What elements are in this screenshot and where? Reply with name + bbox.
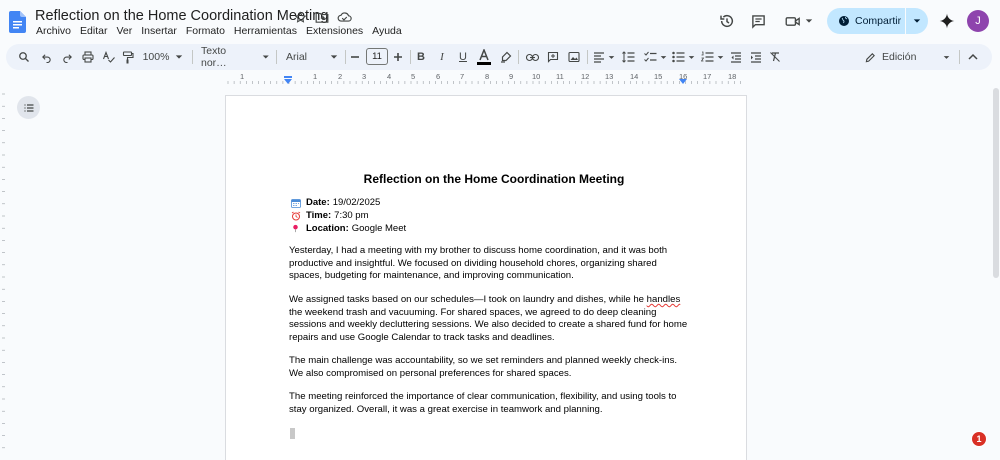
- bold-icon: B: [417, 51, 425, 63]
- chevron-down-icon: [913, 17, 921, 25]
- notification-badge[interactable]: 1: [971, 431, 987, 447]
- version-history-button[interactable]: [716, 8, 738, 34]
- chevron-up-icon: [968, 52, 978, 62]
- checklist-icon: [644, 51, 657, 63]
- italic-button[interactable]: [434, 44, 450, 70]
- menu-extensiones[interactable]: Extensiones: [305, 25, 364, 37]
- share-label: Compartir: [855, 15, 902, 27]
- increase-font-size-button[interactable]: [391, 44, 405, 70]
- menu-insertar[interactable]: Insertar: [141, 25, 177, 37]
- highlight-color-button[interactable]: [498, 44, 514, 70]
- numbered-list-select[interactable]: [698, 44, 726, 70]
- decrease-indent-button[interactable]: [727, 44, 745, 70]
- time-row: [290, 209, 406, 222]
- ruler-number: 12: [581, 72, 590, 81]
- cloud-saved-icon[interactable]: [336, 9, 352, 25]
- align-left-icon: [593, 52, 605, 63]
- ruler-number: 5: [411, 72, 416, 81]
- plus-icon: [393, 52, 403, 62]
- ruler-number: 1: [313, 72, 318, 81]
- share-button[interactable]: [827, 8, 906, 34]
- menu-formato[interactable]: Formato: [185, 25, 225, 37]
- pin-icon: [290, 223, 301, 234]
- divider: [587, 50, 588, 64]
- search-menus-button[interactable]: [14, 44, 34, 70]
- misspelled-word[interactable]: handles: [646, 294, 681, 305]
- decrease-font-size-button[interactable]: [348, 44, 362, 70]
- document-title[interactable]: Reflection on the Home Coordination Meeting: [35, 8, 329, 24]
- ruler-number: 2: [338, 72, 343, 81]
- minus-icon: [350, 52, 360, 62]
- document-outline-button[interactable]: [17, 96, 40, 119]
- chevron-down-icon: [262, 53, 270, 61]
- clear-formatting-button[interactable]: [766, 44, 784, 70]
- spellcheck-icon: [102, 51, 115, 63]
- paragraph-challenge: The main challenge was accountability, so we set reminders and planned weekly check-ins. We also compromised on personal preferences for shared spaces.: [289, 355, 678, 379]
- paragraph-style-select[interactable]: [198, 44, 270, 70]
- ruler-number: 17: [703, 72, 712, 81]
- paragraph-tasks-rest: the weekend trash and vacuuming. For shared spaces, we agreed to do deep cleaning sessions and weekly decluttering sessions. We also decided to create a shared fund for home repairs and use Google Calendar to track tasks and deadlines.: [289, 306, 688, 343]
- checklist-select[interactable]: [641, 44, 669, 70]
- outline-icon: [24, 104, 34, 112]
- line-spacing-button[interactable]: [619, 44, 637, 70]
- menu-ayuda[interactable]: Ayuda: [372, 25, 402, 37]
- insert-link-button[interactable]: [523, 44, 541, 70]
- decrease-indent-icon: [730, 52, 742, 63]
- ruler-number: 3: [362, 72, 367, 81]
- clear-formatting-icon: [769, 51, 781, 63]
- zoom-select[interactable]: [140, 44, 186, 70]
- numbered-list-icon: [701, 51, 714, 63]
- chevron-down-icon: [330, 53, 338, 61]
- paragraph-intro: Yesterday, I had a meeting with my brother to discuss home coordination, and it was both productive and insightful. We focused on dividing household chores, organizing shared spaces, budgeting for maintenance, and improving communication.: [289, 245, 668, 282]
- meet-button[interactable]: [783, 8, 815, 34]
- pencil-icon: [865, 52, 876, 63]
- font-select[interactable]: [284, 44, 340, 70]
- font-value: Arial: [286, 51, 308, 63]
- globe-icon: [838, 15, 850, 27]
- ruler-ticks: [0, 72, 1000, 86]
- increase-indent-icon: [750, 52, 762, 63]
- hide-menus-button[interactable]: [964, 44, 982, 70]
- text-color-icon: [477, 49, 491, 65]
- location-label: Location:: [306, 223, 349, 234]
- zoom-value: 100%: [142, 51, 170, 63]
- document-page[interactable]: [225, 95, 747, 460]
- gemini-button[interactable]: [936, 8, 958, 34]
- link-icon: [526, 53, 539, 62]
- chevron-down-icon: [717, 54, 724, 61]
- ruler-number: 1: [240, 72, 245, 81]
- star-icon[interactable]: [292, 9, 308, 25]
- undo-button[interactable]: [37, 44, 55, 70]
- divider: [192, 50, 193, 64]
- ruler-number: 11: [556, 72, 564, 81]
- undo-icon: [41, 52, 52, 63]
- video-camera-icon: [785, 15, 801, 28]
- ruler-number: 10: [532, 72, 541, 81]
- alarm-clock-icon: [290, 210, 301, 221]
- redo-button[interactable]: [58, 44, 76, 70]
- image-icon: [568, 51, 580, 63]
- date-value: 19/02/2025: [332, 197, 381, 208]
- print-icon: [82, 51, 94, 63]
- ruler-number: 15: [654, 72, 663, 81]
- vertical-ruler[interactable]: [0, 88, 6, 460]
- bulleted-list-select[interactable]: [669, 44, 697, 70]
- insert-comment-button[interactable]: [544, 44, 562, 70]
- font-size-input[interactable]: 11: [366, 48, 388, 65]
- ruler-number: 18: [728, 72, 737, 81]
- location-row: [290, 222, 406, 235]
- avatar[interactable]: J: [967, 10, 989, 32]
- paragraph-tasks-start: We assigned tasks based on our schedules—I took on laundry and dishes, while he: [289, 294, 647, 305]
- ruler-number: 8: [485, 72, 490, 81]
- print-button[interactable]: [79, 44, 97, 70]
- ruler-number: 7: [460, 72, 465, 81]
- chevron-down-icon: [660, 54, 667, 61]
- increase-indent-button[interactable]: [747, 44, 765, 70]
- line-spacing-icon: [622, 51, 635, 63]
- divider: [276, 50, 277, 64]
- text-cursor: [290, 428, 295, 439]
- text-color-button[interactable]: [476, 44, 492, 70]
- chevron-down-icon: [608, 54, 615, 61]
- vertical-scrollbar[interactable]: [993, 88, 999, 278]
- calendar-icon: [290, 197, 301, 208]
- ruler-number: 14: [630, 72, 639, 81]
- comment-icon: [751, 14, 766, 29]
- title-bar: [0, 0, 1000, 42]
- meeting-details: [290, 196, 406, 235]
- highlighter-icon: [500, 51, 512, 63]
- share-button-group: [827, 8, 928, 34]
- underline-icon: U: [459, 51, 467, 63]
- first-line-indent-marker[interactable]: [284, 76, 292, 78]
- paint-format-icon: [122, 51, 134, 64]
- bulleted-list-icon: [672, 51, 685, 63]
- spellcheck-button[interactable]: [99, 44, 117, 70]
- horizontal-ruler[interactable]: [0, 72, 1000, 86]
- chevron-down-icon: [688, 54, 695, 61]
- menu-bar: [33, 25, 408, 37]
- ruler-number: 6: [436, 72, 441, 81]
- editing-mode-select[interactable]: [861, 44, 951, 70]
- toolbar: [6, 44, 992, 70]
- left-indent-marker[interactable]: [284, 79, 292, 84]
- ruler-number: 16: [679, 72, 688, 81]
- paragraph-style-value: Texto nor…: [201, 45, 227, 69]
- paragraph-conclusion: The meeting reinforced the importance of clear communication, flexibility, and using tools to stay organized. Overall, it was a great exercise in teamwork and planning.: [289, 391, 677, 415]
- chevron-down-icon: [943, 54, 950, 61]
- underline-button[interactable]: [455, 44, 471, 70]
- ruler-number: 4: [387, 72, 392, 81]
- menu-ver[interactable]: Ver: [116, 25, 133, 37]
- divider: [518, 50, 519, 64]
- chevron-down-icon: [805, 17, 813, 25]
- italic-icon: I: [440, 51, 444, 63]
- ruler-number: 9: [509, 72, 514, 81]
- add-comment-icon: [547, 51, 559, 63]
- redo-icon: [62, 52, 73, 63]
- menu-archivo[interactable]: Archivo: [36, 25, 72, 37]
- menu-herramientas[interactable]: Herramientas: [233, 25, 297, 37]
- paragraph-tasks: [289, 294, 689, 344]
- paint-format-button[interactable]: [119, 44, 137, 70]
- date-row: [290, 196, 406, 209]
- docs-logo-icon[interactable]: [9, 11, 26, 33]
- time-label: Time:: [306, 210, 332, 221]
- bold-button[interactable]: [413, 44, 429, 70]
- history-icon: [719, 13, 735, 29]
- align-select[interactable]: [591, 44, 617, 70]
- chevron-down-icon: [175, 53, 183, 61]
- date-label: Date:: [306, 197, 330, 208]
- share-options-button[interactable]: [906, 8, 928, 34]
- time-value: 7:30 pm: [334, 210, 369, 221]
- location-value: Google Meet: [351, 223, 407, 234]
- ruler-number: 13: [605, 72, 614, 81]
- divider: [959, 50, 960, 64]
- document-heading: Reflection on the Home Coordination Meeting: [363, 172, 625, 186]
- insert-image-button[interactable]: [565, 44, 583, 70]
- divider: [345, 50, 346, 64]
- move-folder-icon[interactable]: [314, 9, 330, 25]
- editing-mode-label: Edición: [882, 51, 917, 63]
- divider: [410, 50, 411, 64]
- comments-button[interactable]: [747, 8, 769, 34]
- sparkle-icon: [939, 13, 955, 29]
- search-icon: [18, 51, 30, 63]
- menu-editar[interactable]: Editar: [80, 25, 108, 37]
